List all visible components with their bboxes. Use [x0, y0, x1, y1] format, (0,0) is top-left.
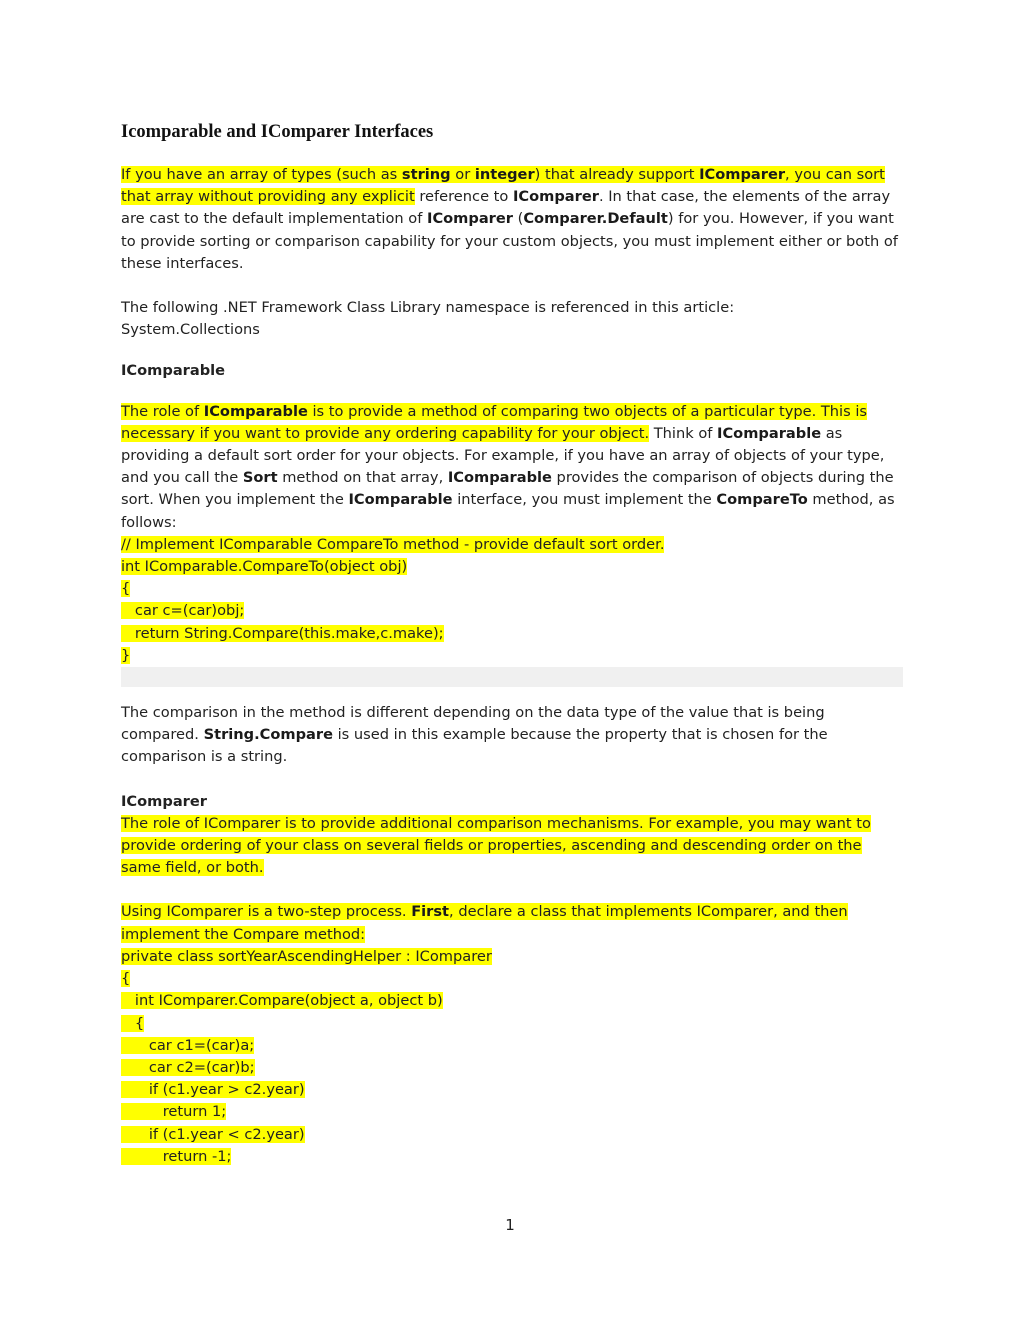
document-title: Icomparable and IComparer Interfaces [121, 122, 434, 142]
code-line: private class sortYearAscendingHelper : IComparer [121, 947, 492, 965]
code-line: car c1=(car)a; [121, 1036, 255, 1054]
code-line: { [121, 1014, 145, 1032]
code-line: car c2=(car)b; [121, 1058, 255, 1076]
icomparer-heading: IComparer [121, 792, 207, 810]
code-line: return String.Compare(this.make,c.make); [121, 624, 444, 642]
using-icomparer-paragraph: Using IComparer is a two-step process. First, declare a class that implements IComparer, and then implement the Compare method: [121, 903, 848, 943]
code-line: int IComparable.CompareTo(object obj) [121, 558, 408, 576]
document-content [121, 118, 903, 1168]
icomparable-heading: IComparable [121, 362, 226, 380]
page-number: 1 [505, 1216, 515, 1234]
code-line: return -1; [121, 1147, 232, 1165]
code-block-compare [121, 946, 903, 1168]
code-line: } [121, 646, 131, 664]
code-line: { [121, 970, 131, 988]
code-line: if (c1.year < c2.year) [121, 1125, 305, 1143]
namespace-name: System.Collections [121, 321, 260, 339]
intro-paragraph: If you have an array of types (such as string or integer) that already support IComparer, you can sort that array without providing any explicit reference to IComparer. In that case, the elements of the array are cast to the default implementation of IComparer (Comparer.Default) for you. However, if you want to provide sorting or comparison capability for your custom objects, you must implement either or both of these interfaces. [121, 166, 898, 272]
icomparer-role-paragraph: The role of IComparer is to provide additional comparison mechanisms. For example, you may want to provide ordering of your class on several fields or properties, ascending and descending order on the same field, or both. [121, 814, 871, 877]
code-line: if (c1.year > c2.year) [121, 1081, 305, 1099]
code-line: car c=(car)obj; [121, 602, 245, 620]
comparison-paragraph: The comparison in the method is different depending on the data type of the value that is being compared. String.Compare is used in this example because the property that is chosen for the comparison is a string. [121, 704, 828, 766]
code-block-footer-bar [121, 667, 903, 687]
code-line: return 1; [121, 1103, 227, 1121]
code-line: { [121, 580, 131, 598]
icomparable-paragraph: The role of IComparable is to provide a method of comparing two objects of a particular type. This is necessary if you want to provide any ordering capability for your object. Think of IComparable as providing a default sort order for your objects. For example, if you have an array of objects of your type, and you call the Sort method on that array, IComparable provides the comparison of objects during the sort. When you implement the IComparable interface, you must implement the CompareTo method, as follows: [121, 402, 895, 531]
code-block-compareto [121, 534, 903, 667]
namespace-paragraph: The following .NET Framework Class Library namespace is referenced in this article: System.Collections [121, 299, 735, 339]
code-line: int IComparer.Compare(object a, object b) [121, 992, 443, 1010]
code-line: // Implement IComparable CompareTo method - provide default sort order. [121, 535, 665, 553]
